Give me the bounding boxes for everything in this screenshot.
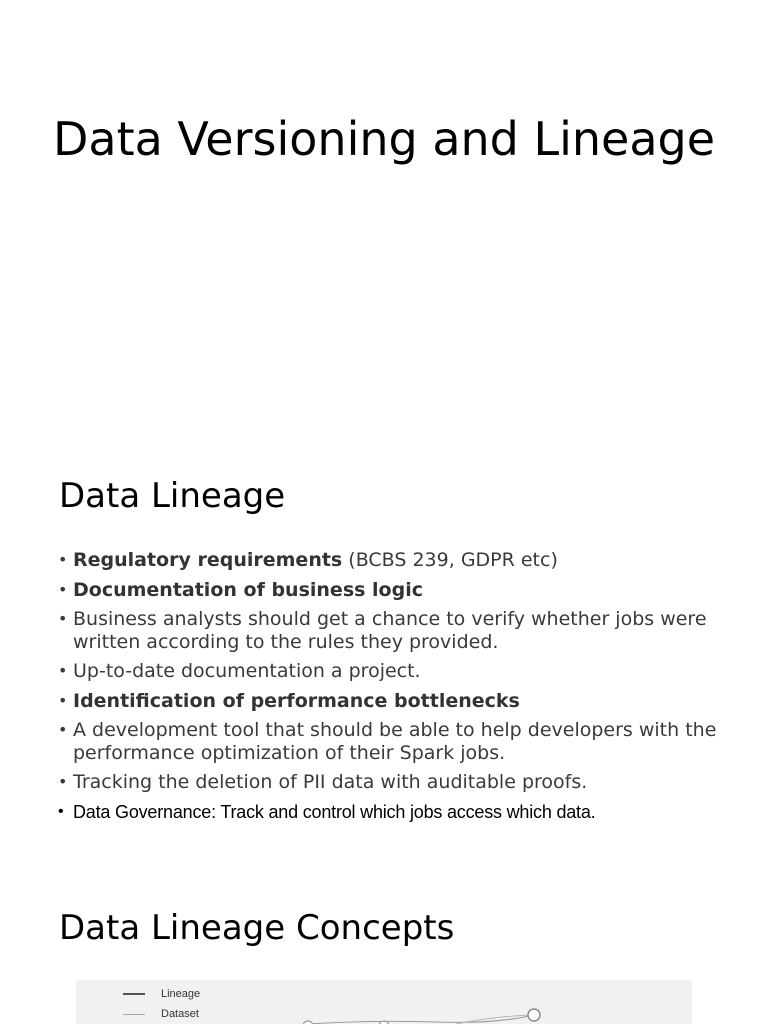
bullet-pii-tracking: • Tracking the deletion of PII data with auditable proofs.: [58, 771, 718, 794]
bullet-documentation: • Documentation of business logic: [58, 579, 718, 602]
legend-dataset: Dataset: [123, 1008, 199, 1020]
bullet-data-governance: • Data Governance: Track and control which jobs access which data.: [58, 801, 718, 824]
bullet-development-tool: • A development tool that should be able to help developers with the performance optimization of their Spark jobs.: [58, 719, 718, 764]
lineage-edge: [308, 1015, 534, 1024]
bullet-business-analysts: • Business analysts should get a chance to verify whether jobs were written according to the rules they provided.: [58, 608, 718, 653]
diagram-graph: [76, 980, 692, 1024]
data-lineage-concepts-heading: Data Lineage Concepts: [59, 908, 455, 948]
title-slide: [0, 0, 768, 440]
bullet-up-to-date-docs: • Up-to-date documentation a project.: [58, 660, 718, 683]
bullet-regulatory: • Regulatory requirements (BCBS 239, GDPR etc): [58, 549, 718, 572]
bullet-performance-bottlenecks: • Identification of performance bottlenecks: [58, 690, 718, 713]
legend-lineage: Lineage: [123, 988, 200, 1000]
lineage-concepts-diagram: [76, 980, 692, 1024]
dataset-node: [528, 1009, 540, 1021]
data-lineage-heading: Data Lineage: [59, 476, 286, 516]
slide-title: Data Versioning and Lineage: [52, 112, 716, 166]
lineage-bullet-list: [58, 549, 718, 830]
